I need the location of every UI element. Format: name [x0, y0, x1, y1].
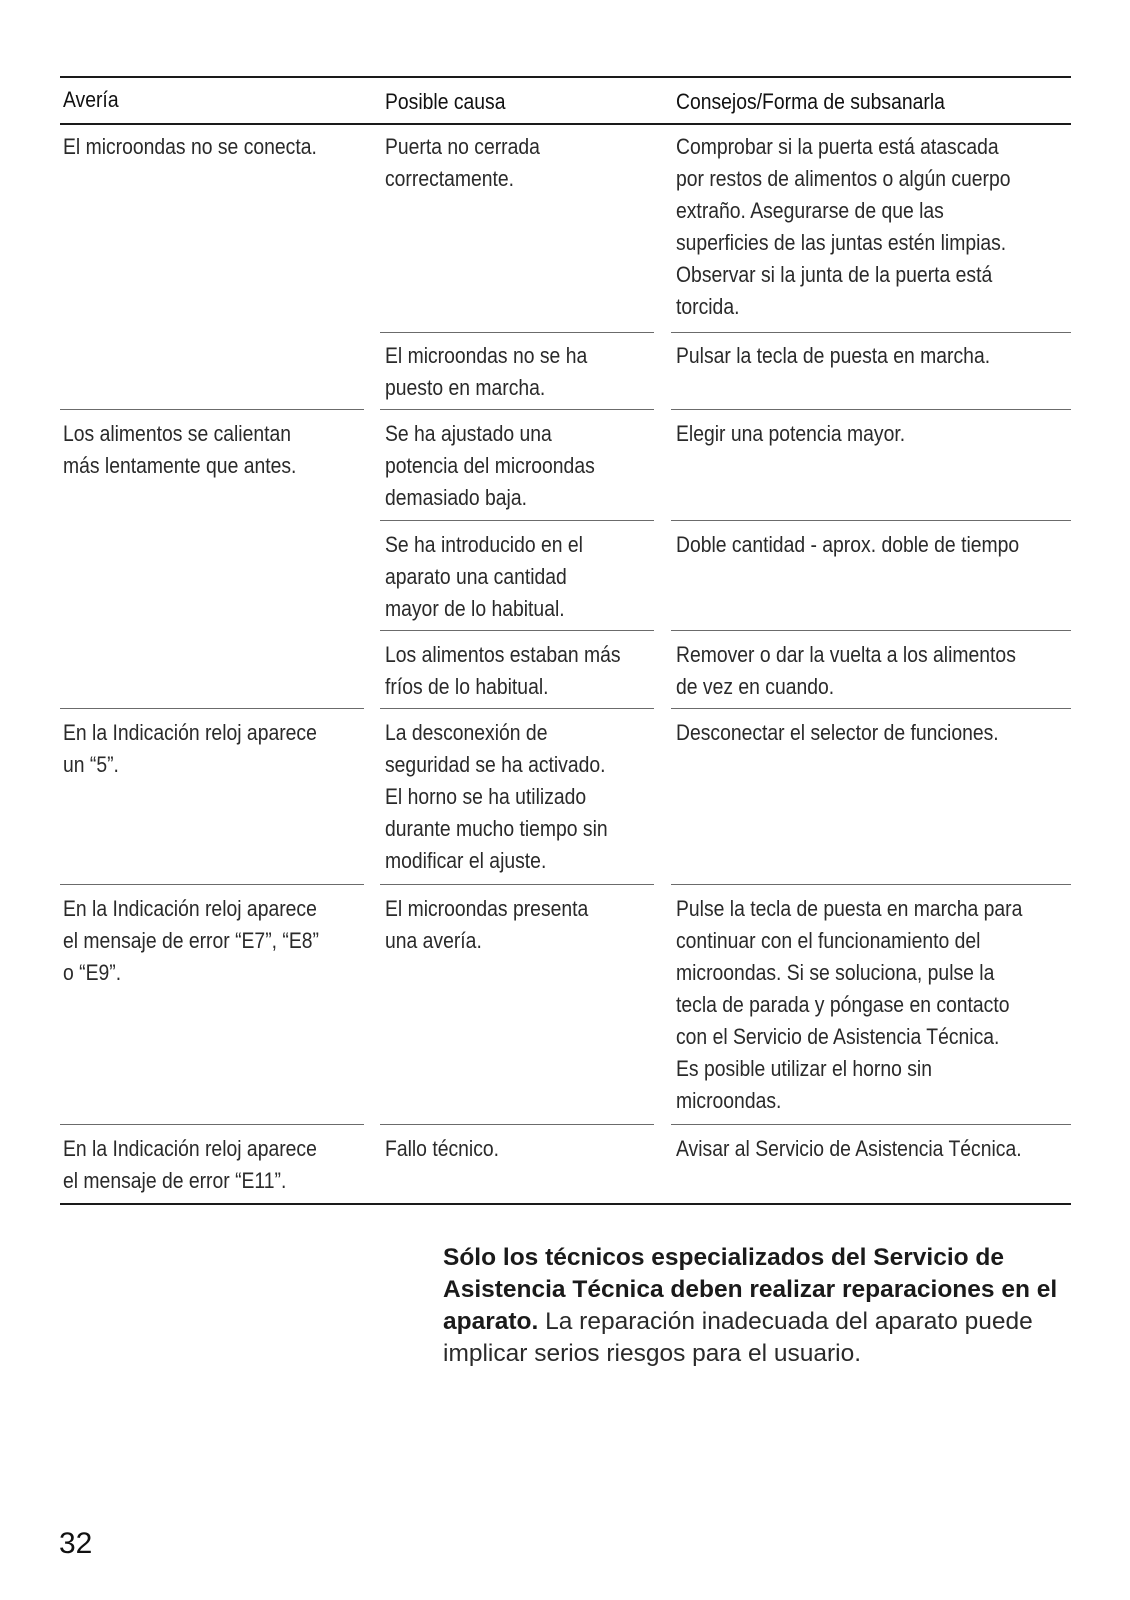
row-divider	[60, 884, 364, 885]
header-bottom-rule	[60, 123, 1071, 125]
row-divider	[60, 409, 364, 410]
cause-divider	[380, 409, 654, 410]
cause-cell: La desconexión de seguridad se ha activado. El horno se ha utilizado durante mucho tiempo sin modificar el ajuste.	[385, 720, 608, 873]
row-divider	[60, 708, 364, 709]
cause-cell: Los alimentos estaban más fríos de lo habitual.	[385, 642, 621, 699]
row-divider	[60, 1124, 364, 1125]
remedy-cell: Elegir una potencia mayor.	[676, 421, 906, 446]
header-posible-causa: Posible causa	[385, 89, 506, 114]
repair-warning-note	[443, 1242, 1073, 1370]
table-bottom-rule	[60, 1203, 1071, 1205]
table-top-rule	[60, 76, 1071, 78]
remedy-divider	[671, 409, 1071, 410]
fault-cell: El microondas no se conecta.	[63, 134, 317, 159]
remedy-divider	[671, 630, 1071, 631]
remedy-cell: Pulsar la tecla de puesta en marcha.	[676, 343, 991, 368]
remedy-cell: Avisar al Servicio de Asistencia Técnica.	[676, 1136, 1022, 1161]
remedy-cell: Comprobar si la puerta está atascada por restos de alimentos o algún cuerpo extraño. Asegurarse de que las superficies de las juntas estén limpias. Observar si la junta de la puerta está torcida.	[676, 134, 1011, 319]
cause-divider	[380, 630, 654, 631]
cause-cell: Puerta no cerrada correctamente.	[385, 134, 540, 191]
fault-cell: En la Indicación reloj aparece un “5”.	[63, 720, 317, 777]
remedy-divider	[671, 520, 1071, 521]
cause-divider	[380, 884, 654, 885]
cause-divider	[380, 520, 654, 521]
remedy-divider	[671, 332, 1071, 333]
fault-cell: En la Indicación reloj aparece el mensaje de error “E7”, “E8” o “E9”.	[63, 896, 319, 985]
page-number: 32	[59, 1527, 93, 1560]
remedy-cell: Desconectar el selector de funciones.	[676, 720, 999, 745]
header-averia: Avería	[63, 87, 119, 112]
cause-divider	[380, 708, 654, 709]
cause-divider	[380, 332, 654, 333]
cause-cell: El microondas no se ha puesto en marcha.	[385, 343, 588, 400]
remedy-cell: Remover o dar la vuelta a los alimentos de vez en cuando.	[676, 642, 1016, 699]
remedy-divider	[671, 1124, 1071, 1125]
cause-cell: Se ha ajustado una potencia del microondas demasiado baja.	[385, 421, 595, 510]
cause-cell: El microondas presenta una avería.	[385, 896, 589, 953]
header-consejos: Consejos/Forma de subsanarla	[676, 89, 945, 114]
remedy-divider	[671, 884, 1071, 885]
repair-warning-text: La reparación inadecuada del aparato puede implicar serios riesgos para el usuario.	[443, 1308, 1033, 1367]
fault-cell: Los alimentos se calientan más lentamente que antes.	[63, 421, 297, 478]
fault-cell: En la Indicación reloj aparece el mensaje de error “E11”.	[63, 1136, 317, 1193]
remedy-cell: Doble cantidad - aprox. doble de tiempo	[676, 532, 1020, 557]
remedy-divider	[671, 708, 1071, 709]
cause-cell: Se ha introducido en el aparato una cantidad mayor de lo habitual.	[385, 532, 583, 621]
repair-warning-bold: Sólo los técnicos especializados del Servicio de Asistencia Técnica deben realizar reparaciones en el aparato.	[443, 1244, 1058, 1335]
remedy-cell: Pulse la tecla de puesta en marcha para continuar con el funcionamiento del microondas. Si se soluciona, pulse la tecla de parada y póngase en contacto con el Servicio de Asistencia Técnica. Es posible utilizar el horno sin microondas.	[676, 896, 1023, 1113]
cause-cell: Fallo técnico.	[385, 1136, 500, 1161]
cause-divider	[380, 1124, 654, 1125]
